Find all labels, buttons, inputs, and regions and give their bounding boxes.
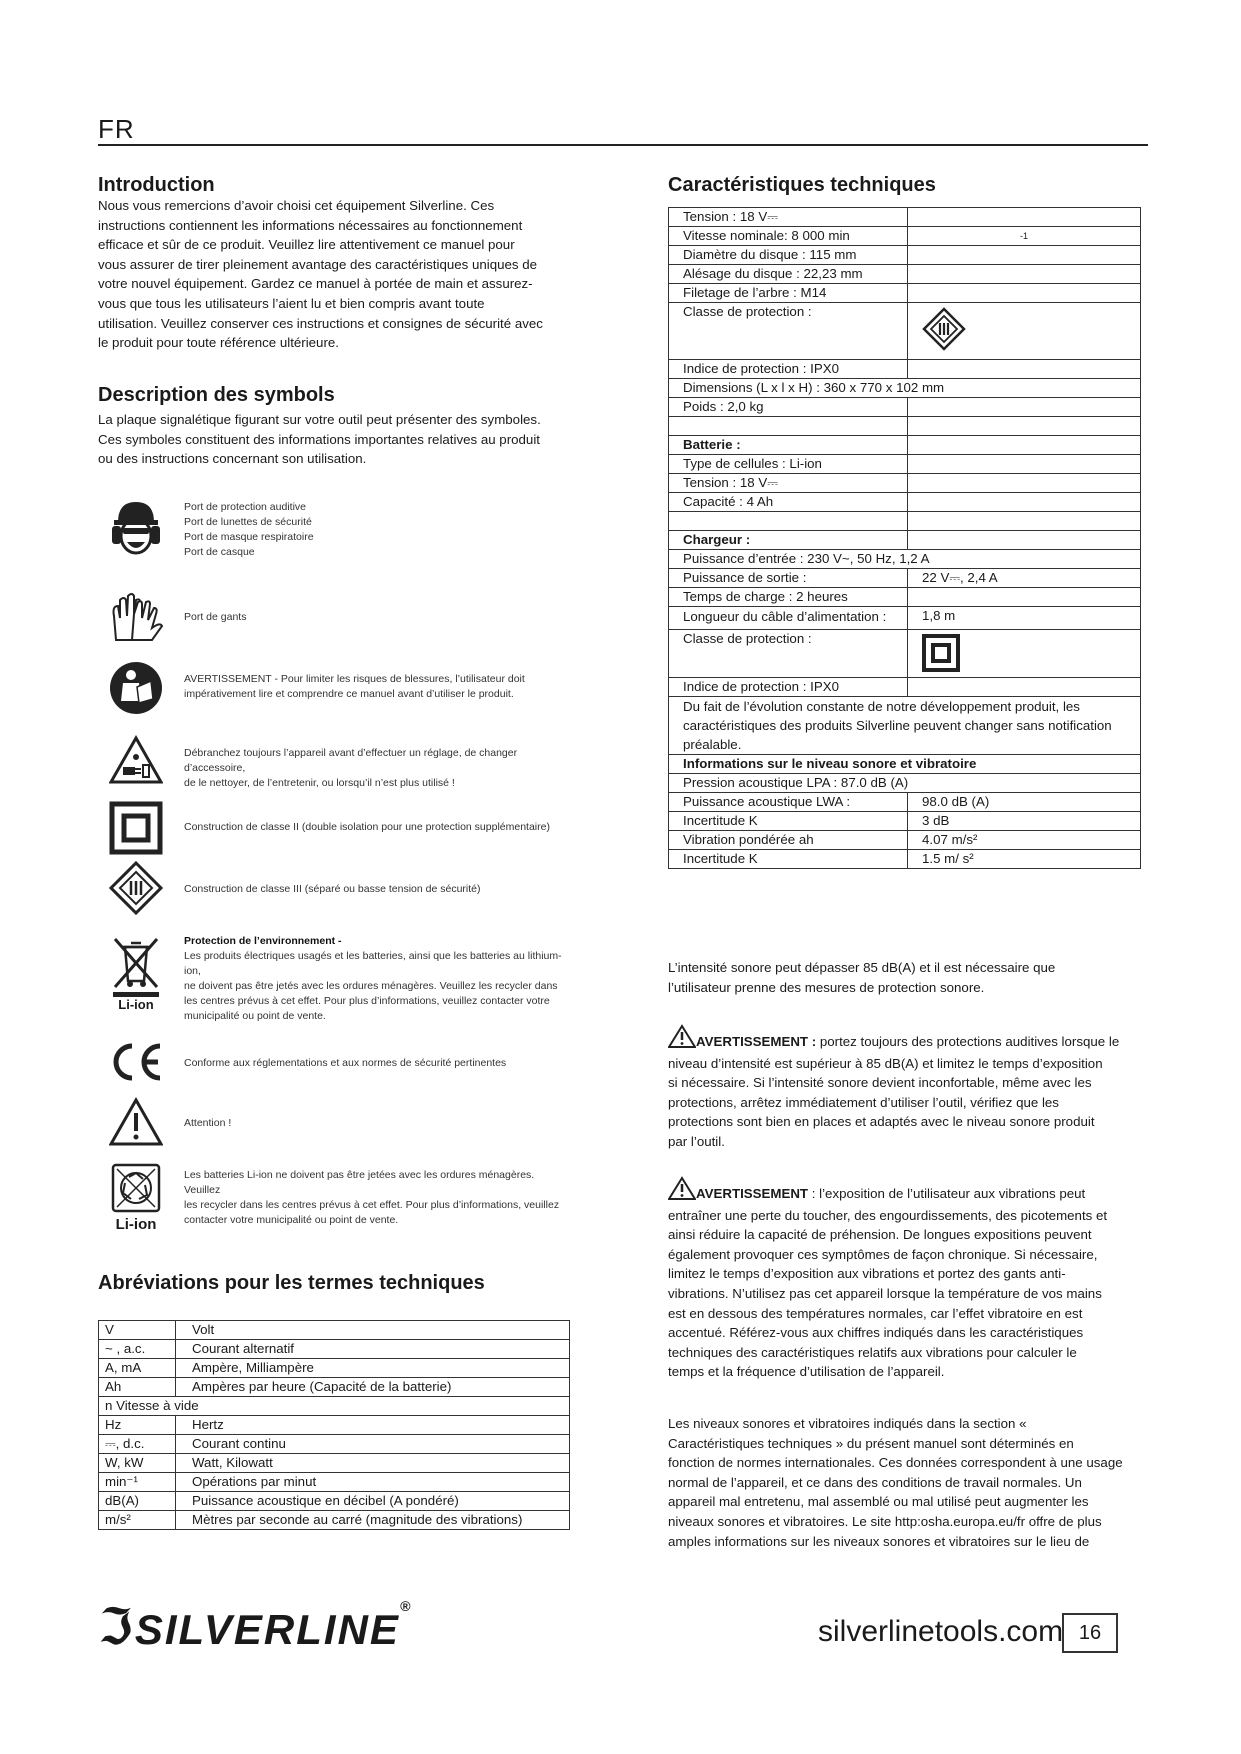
abbrev-term: Hz — [99, 1416, 176, 1435]
text-line: Construction de classe II (double isolation pour une protection supplémentaire) — [184, 821, 550, 833]
spec-row — [669, 227, 1141, 246]
spec-value: -1 — [908, 227, 1141, 246]
spec-label: Indice de protection : IPX0 — [669, 678, 908, 697]
class-iii-icon — [108, 860, 164, 916]
class-ii-icon — [108, 800, 164, 856]
symbol-row-class-ii — [108, 800, 564, 856]
symbol-desc-attention — [184, 1094, 564, 1131]
spec-value: 1,8 m — [908, 607, 1141, 630]
spec-value: 3 dB — [908, 812, 1141, 831]
abbrev-row — [99, 1397, 570, 1416]
spec-label: Puissance acoustique LWA : — [669, 793, 908, 812]
spec-value — [908, 208, 1141, 227]
text-line: de le nettoyer, de l’entretenir, ou lorsqu’il n’est plus utilisé ! — [184, 777, 455, 789]
website-link[interactable]: silverlinetools.com — [818, 1615, 1064, 1648]
abbrev-title: Abréviations pour les termes techniques — [98, 1272, 485, 1294]
gloves-icon — [108, 590, 164, 646]
spec-row — [669, 379, 1141, 398]
text-line: fonction de normes internationales. Ces données correspondent à une usage — [668, 1455, 1123, 1471]
spec-label: Capacité : 4 Ah — [669, 493, 908, 512]
spec-value — [908, 360, 1141, 379]
symbol-row-battery — [108, 1160, 564, 1233]
spec-label — [669, 512, 908, 531]
spec-label: Du fait de l’évolution constante de notre développement produit, les caractéristiques des produits Silverline peuvent changer sans notification préalable. — [669, 697, 1141, 755]
text-line: utilisation. Veuillez conserver ces instructions et consignes de sécurité avec — [98, 315, 543, 331]
class-iii-icon — [922, 307, 966, 351]
spec-label: Temps de charge : 2 heures — [669, 588, 908, 607]
spec-label: Classe de protection : — [669, 630, 908, 678]
spec-label: Informations sur le niveau sonore et vibratoire — [669, 755, 1141, 774]
spec-label: Tension : 18 V⎓ — [669, 474, 908, 493]
spec-row — [669, 208, 1141, 227]
spec-row — [669, 793, 1141, 812]
symbol-desc-unplug — [184, 732, 564, 791]
battery-recycle-icon — [108, 1160, 164, 1216]
text-line: Nous vous remercions d’avoir choisi cet équipement Silverline. Ces — [98, 198, 495, 213]
text-line: votre nouvel équipement. Gardez ce manuel à portée de main et assurez- — [98, 276, 533, 292]
abbrev-term: V — [99, 1321, 176, 1340]
spec-icon-cell — [908, 630, 1141, 678]
abbrev-row — [99, 1435, 570, 1454]
silverline-logo: ℑSILVERLINE® — [98, 1598, 413, 1655]
spec-row — [669, 246, 1141, 265]
symbols-paragraph — [98, 410, 598, 469]
header-rule — [98, 144, 1148, 146]
text-line: portez toujours des protections auditives lorsque le — [816, 1034, 1120, 1049]
spec-label: Chargeur : — [669, 531, 908, 550]
spec-label: Tension : 18 V⎓ — [669, 208, 908, 227]
spec-label — [669, 417, 908, 436]
spec-row — [669, 812, 1141, 831]
abbrev-meaning: Watt, Kilowatt — [176, 1454, 570, 1473]
symbol-desc-manual — [184, 660, 564, 702]
text-line: Les produits électriques usagés et les batteries, ainsi que les batteries au lithium-ion, — [184, 950, 562, 977]
unplug-warning-icon — [108, 732, 164, 788]
weee-icon — [108, 934, 164, 990]
abbrev-meaning: Courant alternatif — [176, 1340, 570, 1359]
environment-lines — [184, 949, 564, 1024]
spec-label: Alésage du disque : 22,23 mm — [669, 265, 908, 284]
vibration-warning-text — [668, 1186, 1148, 1382]
symbol-row-gloves — [108, 590, 564, 646]
hearing-warning-label: AVERTISSEMENT : — [696, 1034, 817, 1049]
spec-row — [669, 284, 1141, 303]
symbol-desc-ce — [184, 1034, 564, 1071]
language-code: FR — [98, 114, 135, 144]
text-line: niveaux sonores et vibratoires. Le site http:osha.europa.eu/fr offre de plus — [668, 1513, 1102, 1529]
spec-row — [669, 474, 1141, 493]
levels-paragraph — [668, 1414, 1158, 1551]
li-ion-badge: Li-ion — [118, 997, 154, 1012]
symbol-row-environment — [108, 934, 564, 1024]
abbrev-row — [99, 1511, 570, 1530]
symbol-row-unplug — [108, 732, 564, 791]
text-line: est en dessous des températures normales, car l’effet vibratoire en est — [668, 1305, 1083, 1321]
abbrev-meaning: Ampère, Milliampère — [176, 1359, 570, 1378]
spec-value — [908, 493, 1141, 512]
spec-row — [669, 588, 1141, 607]
symbol-desc-battery — [184, 1160, 564, 1228]
text-line: ne doivent pas être jetés avec les ordures ménagères. Veuillez les recycler dans — [184, 980, 558, 992]
text-line: entraîner une perte du toucher, des engourdissements, des picotements et — [668, 1207, 1108, 1223]
vibration-warning-label: AVERTISSEMENT — [696, 1186, 809, 1201]
spec-label: Dimensions (L x l x H) : 360 x 770 x 102 mm — [669, 379, 1141, 398]
spec-row — [669, 678, 1141, 697]
spec-label: Incertitude K — [669, 850, 908, 869]
text-line: Attention ! — [184, 1117, 232, 1129]
spec-row — [669, 550, 1141, 569]
spec-label: Vitesse nominale: 8 000 min — [669, 227, 908, 246]
spec-row — [669, 607, 1141, 630]
symbol-row-attention — [108, 1094, 564, 1150]
abbrev-term: dB(A) — [99, 1492, 176, 1511]
spec-value — [908, 265, 1141, 284]
text-line: techniques des caractéristiques relatifs aux vibrations pour calculer le — [668, 1344, 1077, 1360]
symbol-row-ppe — [108, 500, 564, 560]
specs-table — [668, 207, 1141, 869]
spec-label: Diamètre du disque : 115 mm — [669, 246, 908, 265]
spec-value — [908, 436, 1141, 455]
text-line: le produit pour toute référence ultérieure. — [98, 335, 339, 351]
text-line: Conforme aux réglementations et aux normes de sécurité pertinentes — [184, 1057, 507, 1069]
spec-row — [669, 436, 1141, 455]
symbol-desc-class-iii — [184, 860, 564, 897]
spec-value: 1.5 m/ s² — [908, 850, 1141, 869]
abbrev-row — [99, 1492, 570, 1511]
text-line: Construction de classe III (séparé ou basse tension de sécurité) — [184, 883, 481, 895]
text-line: ou des instructions concernant son utilisation. — [98, 451, 367, 467]
logo-text: SILVERLINE — [134, 1606, 400, 1653]
specs-title: Caractéristiques techniques — [668, 174, 936, 196]
text-line: vibrations. N’utilisez pas cet appareil lorsque la température de vos mains — [668, 1285, 1102, 1301]
spec-label: Batterie : — [669, 436, 908, 455]
abbrev-row — [99, 1378, 570, 1397]
warning-icon — [668, 1024, 696, 1054]
text-line: également provoquer ces symptômes de façon chronique. Si nécessaire, — [668, 1246, 1098, 1262]
text-line: protections sont bien en places et adaptés avec le niveau sonore produit — [668, 1114, 1095, 1130]
spec-row — [669, 697, 1141, 755]
text-line: si nécessaire. Si l’intensité sonore devient inconfortable, même avec les — [668, 1075, 1092, 1091]
spec-row — [669, 831, 1141, 850]
text-line: Les batteries Li-ion ne doivent pas être jetées avec les ordures ménagères. Veuillez — [184, 1169, 535, 1196]
spec-value — [908, 246, 1141, 265]
abbrev-term: ~ , a.c. — [99, 1340, 176, 1359]
text-line: niveau d’intensité est supérieur à 85 dB(A) et limitez le temps d’exposition — [668, 1055, 1103, 1071]
abbrev-meaning: Courant continu — [176, 1435, 570, 1454]
spec-row — [669, 398, 1141, 417]
spec-value — [908, 678, 1141, 697]
text-line: limitez le temps d’exposition aux vibrations et portez des gants anti- — [668, 1266, 1066, 1282]
abbrev-row — [99, 1454, 570, 1473]
text-line: par l’outil. — [668, 1133, 725, 1149]
spec-value — [908, 455, 1141, 474]
text-line: L’intensité sonore peut dépasser 85 dB(A) et il est nécessaire que — [668, 960, 1056, 975]
abbrev-meaning: Volt — [176, 1321, 570, 1340]
symbol-desc-class-ii — [184, 800, 564, 835]
spec-value: 4.07 m/s² — [908, 831, 1141, 850]
spec-row — [669, 493, 1141, 512]
spec-label: Filetage de l’arbre : M14 — [669, 284, 908, 303]
ppe-head-icon — [108, 500, 164, 556]
intro-title: Introduction — [98, 174, 215, 196]
text-line: ainsi réduire la capacité de préhension. De longues expositions peuvent — [668, 1227, 1092, 1243]
abbrev-meaning: Puissance acoustique en décibel (A pondéré) — [176, 1492, 570, 1511]
spec-label: Incertitude K — [669, 812, 908, 831]
spec-label: Poids : 2,0 kg — [669, 398, 908, 417]
text-line: AVERTISSEMENT - Pour limiter les risques de blessures, l’utilisateur doit — [184, 673, 525, 685]
abbrev-cell: n Vitesse à vide — [99, 1397, 570, 1416]
text-line: municipalité ou point de vente. — [184, 1010, 326, 1022]
text-line: Débranchez toujours l’appareil avant d’effectuer un réglage, de changer d’accessoire, — [184, 747, 518, 774]
spec-icon-cell — [908, 303, 1141, 360]
read-manual-icon — [108, 660, 164, 716]
text-line: Les niveaux sonores et vibratoires indiqués dans la section « — [668, 1416, 1027, 1431]
text-line: : l’exposition de l’utilisateur aux vibrations peut — [808, 1186, 1086, 1201]
text-line: les recycler dans les centres prévus à cet effet. Pour plus d’informations, veuillez — [184, 1199, 560, 1211]
text-line: les centres prévus à cet effet. Pour plus d’informations, veuillez contacter votre — [184, 995, 550, 1007]
abbrev-row — [99, 1473, 570, 1492]
intro-paragraph — [98, 196, 598, 353]
spec-label: Classe de protection : — [669, 303, 908, 360]
abbrev-meaning: Hertz — [176, 1416, 570, 1435]
spec-value — [908, 512, 1141, 531]
ce-mark-icon — [108, 1034, 164, 1090]
spec-row — [669, 850, 1141, 869]
text-line: accentué. Référez-vous aux chiffres indiqués dans les caractéristiques — [668, 1325, 1084, 1341]
spec-label: Pression acoustique LPA : 87.0 dB (A) — [669, 774, 1141, 793]
text-line: Port de gants — [184, 611, 247, 623]
text-line: instructions contiennent les informations nécessaires au fonctionnement — [98, 217, 523, 233]
symbol-desc-ppe — [184, 500, 564, 560]
spec-row — [669, 265, 1141, 284]
abbrev-row — [99, 1321, 570, 1340]
spec-value — [908, 531, 1141, 550]
abbrev-meaning: Mètres par seconde au carré (magnitude des vibrations) — [176, 1511, 570, 1530]
abbrev-table — [98, 1320, 570, 1530]
spec-value: 98.0 dB (A) — [908, 793, 1141, 812]
text-line: vous que tous les utilisateurs l’aient lu et bien compris avant toute — [98, 295, 485, 311]
spec-value — [908, 474, 1141, 493]
text-line: appareil mal entretenu, mal assemblé ou mal utilisé peut augmenter les — [668, 1494, 1089, 1510]
spec-row — [669, 630, 1141, 678]
spec-value — [908, 417, 1141, 436]
spec-label: Longueur du câble d’alimentation : — [669, 607, 908, 630]
abbrev-row — [99, 1359, 570, 1378]
text-line: amples informations sur les niveaux sonores et vibratoires sur le lieu de — [668, 1533, 1090, 1549]
abbrev-term: Ah — [99, 1378, 176, 1397]
symbol-row-ce — [108, 1034, 564, 1090]
text-line: Port de masque respiratoire — [184, 531, 314, 543]
symbol-desc-gloves — [184, 590, 564, 625]
spec-row — [669, 303, 1141, 360]
page-number: 16 — [1062, 1613, 1118, 1653]
text-line: vous assurer de tirer pleinement avantage des caractéristiques uniques de — [98, 256, 538, 272]
spec-row — [669, 531, 1141, 550]
abbrev-term: A, mA — [99, 1359, 176, 1378]
text-line: contacter votre municipalité ou point de vente. — [184, 1214, 399, 1226]
symbol-row-class-iii — [108, 860, 564, 916]
abbrev-row — [99, 1416, 570, 1435]
text-line: Port de casque — [184, 546, 255, 558]
text-line: impérativement lire et comprendre ce manuel avant d’utiliser le produit. — [184, 688, 514, 700]
spec-row — [669, 360, 1141, 379]
vibration-warning — [668, 1176, 1148, 1382]
text-line: protections, arrêtez immédiatement d’utiliser l’outil, vérifiez que les — [668, 1094, 1059, 1110]
li-ion-badge: Li-ion — [115, 1216, 157, 1233]
spec-value — [908, 284, 1141, 303]
text-line: La plaque signalétique figurant sur votre outil peut présenter des symboles. — [98, 412, 541, 427]
class-ii-icon — [922, 634, 960, 672]
spec-row — [669, 755, 1141, 774]
spec-row — [669, 569, 1141, 588]
abbrev-row — [99, 1340, 570, 1359]
spec-value — [908, 398, 1141, 417]
spec-label: Puissance de sortie : — [669, 569, 908, 588]
symbol-row-manual — [108, 660, 564, 716]
abbrev-meaning: Ampères par heure (Capacité de la batterie) — [176, 1378, 570, 1397]
spec-label: Type de cellules : Li-ion — [669, 455, 908, 474]
abbrev-term: ⎓, d.c. — [99, 1435, 176, 1454]
spec-row — [669, 455, 1141, 474]
abbrev-term: W, kW — [99, 1454, 176, 1473]
text-line: Port de protection auditive — [184, 501, 306, 513]
spec-label: Vibration pondérée ah — [669, 831, 908, 850]
attention-icon — [108, 1094, 164, 1150]
abbrev-term: min⁻¹ — [99, 1473, 176, 1492]
symbol-desc-environment — [184, 934, 564, 1024]
abbrev-term: m/s² — [99, 1511, 176, 1530]
text-line: Caractéristiques techniques » du présent manuel sont déterminés en — [668, 1435, 1074, 1451]
spec-row — [669, 774, 1141, 793]
spec-label: Puissance d’entrée : 230 V~, 50 Hz, 1,2 A — [669, 550, 1141, 569]
spec-value: 22 V⎓, 2,4 A — [908, 569, 1141, 588]
text-line: Port de lunettes de sécurité — [184, 516, 312, 528]
environment-heading: Protection de l’environnement - — [184, 935, 342, 947]
text-line: Ces symboles constituent des informations importantes relatives au produit — [98, 431, 540, 447]
text-line: efficace et sûr de ce produit. Veuillez lire attentivement ce manuel pour — [98, 237, 515, 253]
hearing-warning — [668, 1024, 1148, 1152]
text-line: normal de l’appareil, et ce dans des conditions de travail normales. Un — [668, 1474, 1082, 1490]
hearing-warning-text — [668, 1034, 1148, 1152]
spec-row — [669, 512, 1141, 531]
spec-label: Indice de protection : IPX0 — [669, 360, 908, 379]
symbols-title: Description des symbols — [98, 384, 335, 406]
text-line: temps et la fréquence d’utilisation de l’appareil. — [668, 1364, 945, 1380]
abbrev-meaning: Opérations par minut — [176, 1473, 570, 1492]
text-line: l’utilisateur prenne des mesures de protection sonore. — [668, 979, 985, 995]
spec-value — [908, 588, 1141, 607]
warning-icon — [668, 1176, 696, 1206]
noise-paragraph — [668, 958, 1148, 997]
spec-row — [669, 417, 1141, 436]
